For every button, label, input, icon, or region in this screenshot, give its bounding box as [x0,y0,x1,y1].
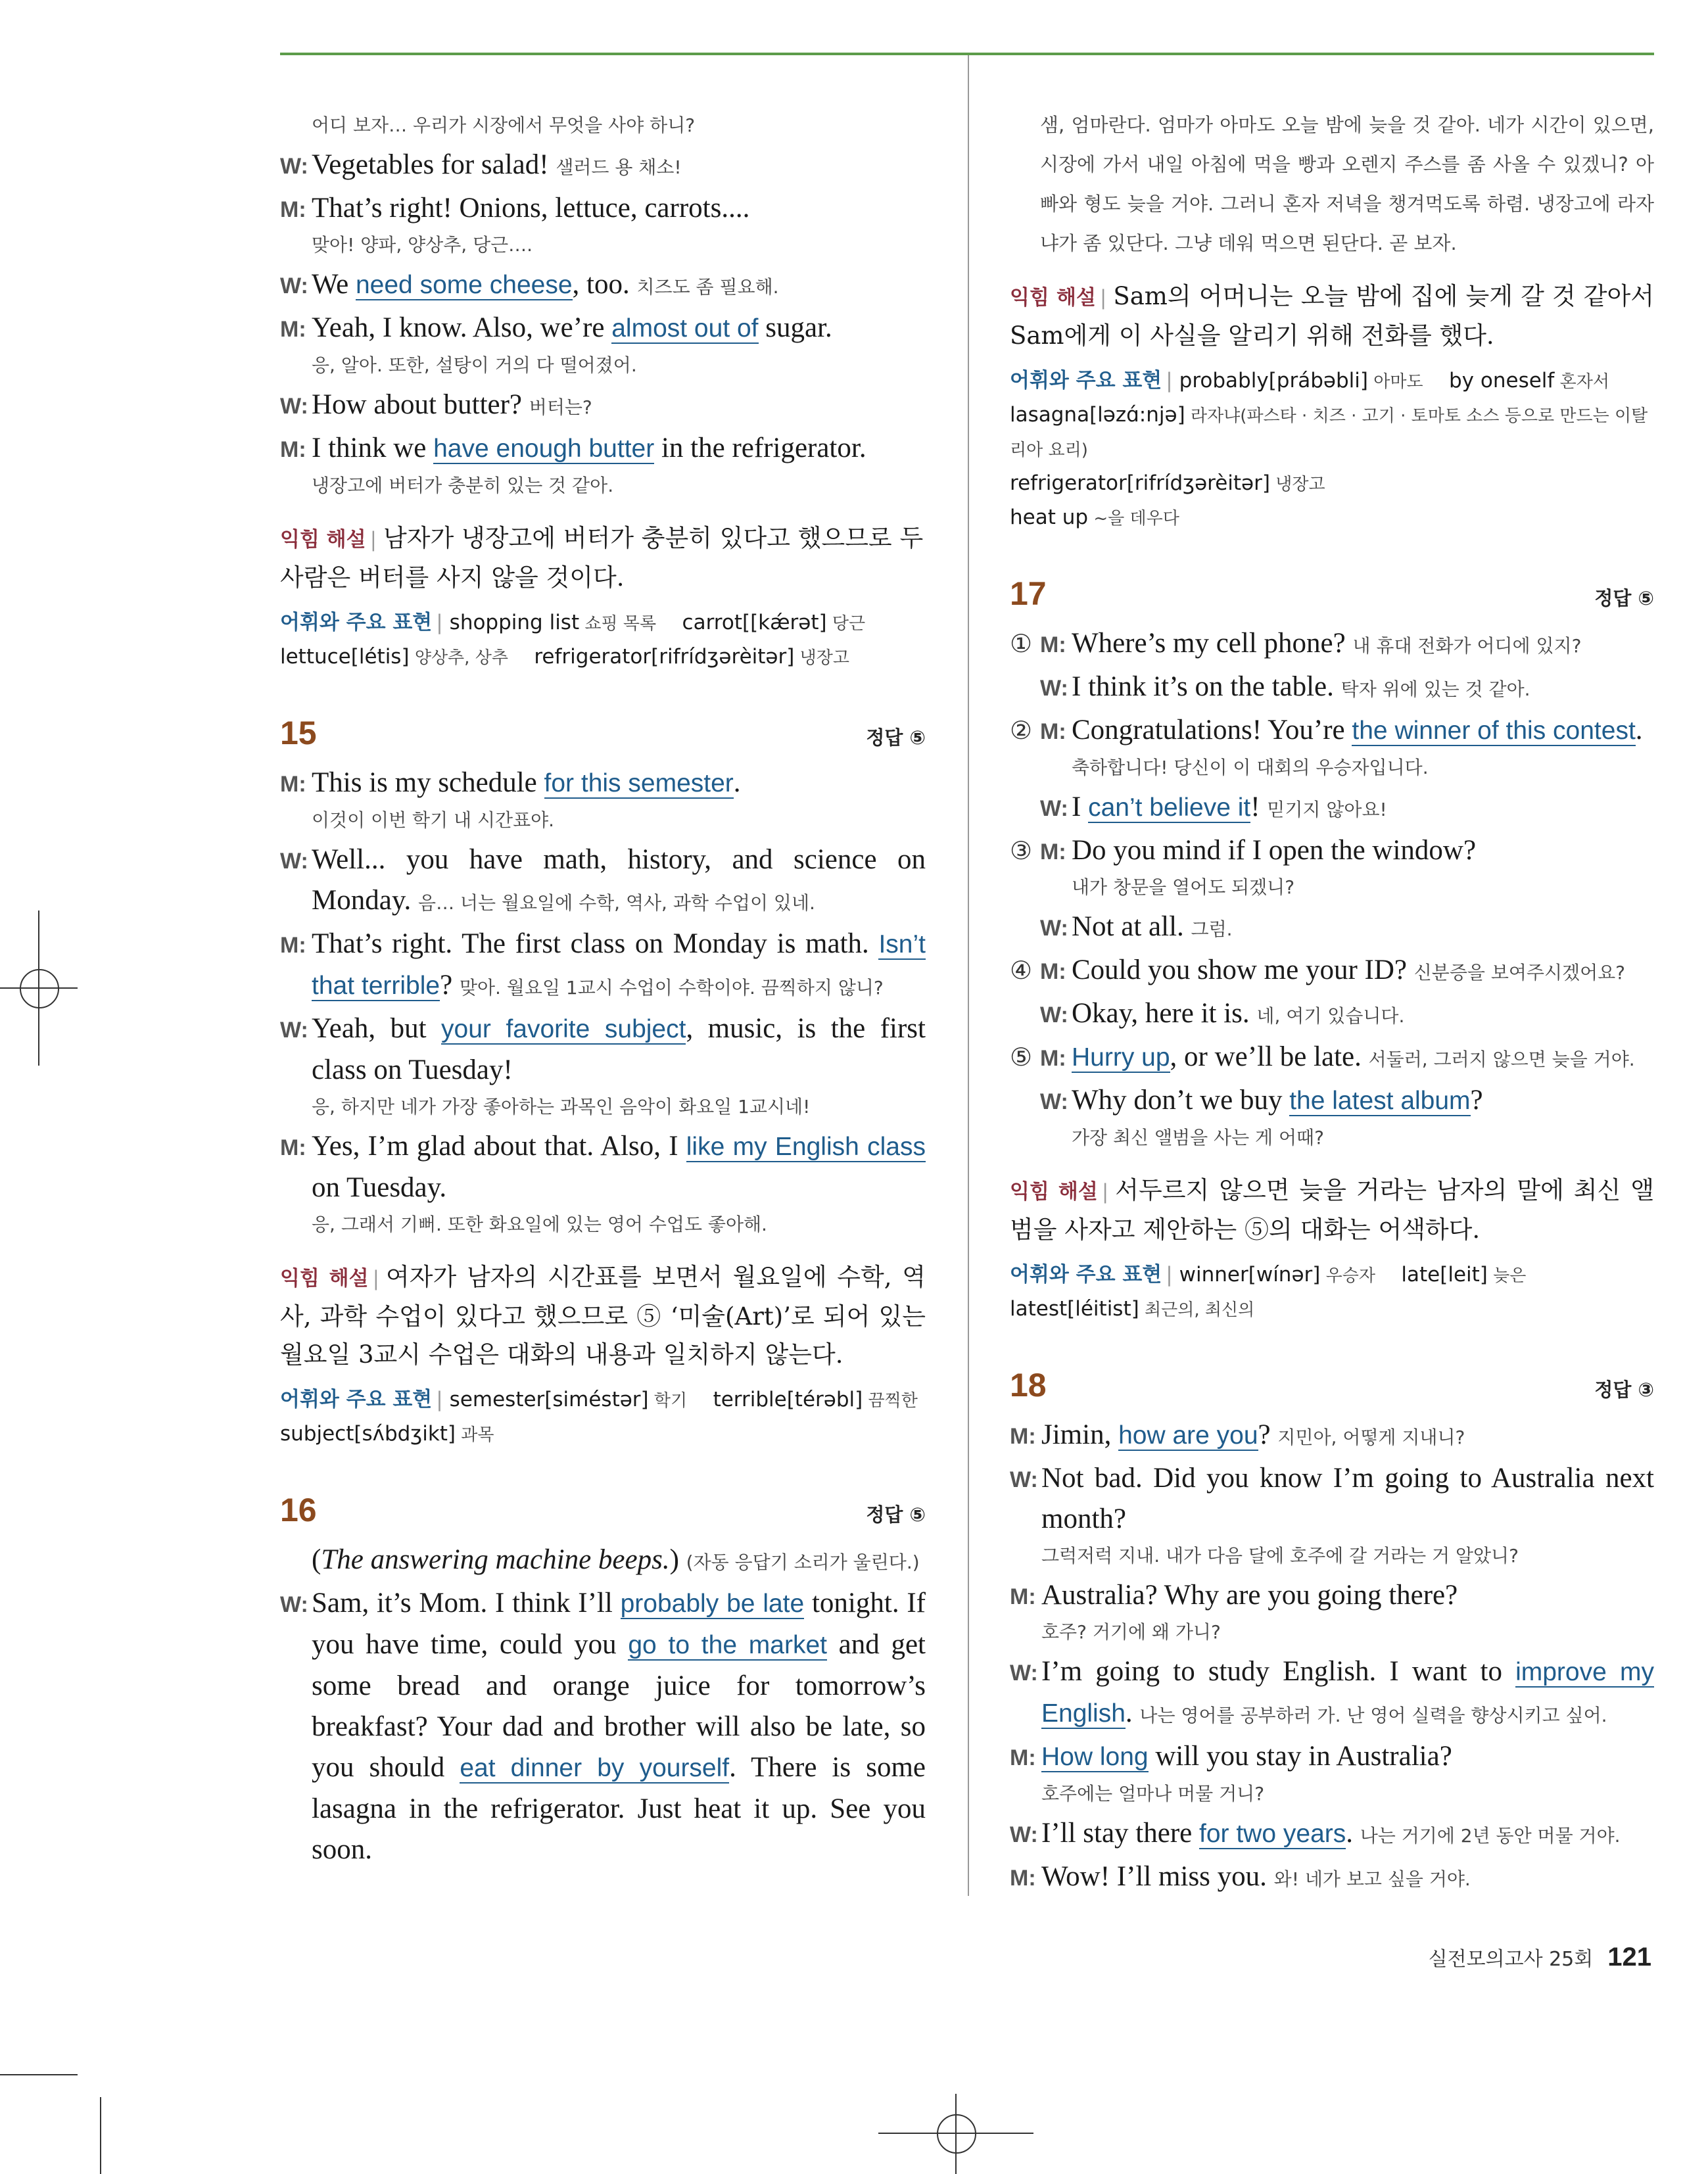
registration-mark-bottom-circle [937,2114,976,2154]
speaker-label: W: [1040,1003,1068,1028]
utterance-text: will you stay in Australia? [1148,1741,1452,1772]
vocab-term: carrot[[kǽrət] [682,611,827,634]
utterance-text: , or we’ll be late. [1170,1041,1369,1072]
option-block [1010,1037,1654,1152]
question-number: 17 [1010,575,1047,612]
speaker-label: W: [1040,916,1068,941]
explanation-text: 남자가 냉장고에 버터가 충분히 있다고 했으므로 두 사람은 버터를 사지 않을 것이다. [280,524,924,592]
q17-explanation: 익힘 해설 | 서두르지 않으면 늦을 거라는 남자의 말에 최신 앨범을 사자고 제안하는 ⑤의 대화는 어색하다. [1010,1176,1655,1244]
utterance-text: on Tuesday. [312,1172,447,1203]
speaker-label: W: [1040,1089,1068,1114]
translation-ko: 맞아. 월요일 1교시 수업이 수학이야. 끔찍하지 않니? [459,977,884,999]
utterance-text: , music, is the first class on Tuesday! [312,1013,926,1085]
utterance [312,1126,926,1208]
key-phrase: probably be late [620,1590,805,1618]
q15-vocab [280,1383,926,1452]
option-number: ① [1010,629,1033,658]
utterance-text: Yeah, but [312,1013,442,1044]
vocab-meaning: 아마도 [1367,372,1423,392]
speaker-label: M: [1040,1046,1066,1071]
translation-ko: 내 휴대 전화가 어디에 있지? [1352,635,1582,657]
translation-ko: 이것이 이번 학기 내 시간표야. [312,809,555,831]
utterance-text: Not bad. Did you know I’m going to Australia next month? [1041,1463,1654,1534]
dialogue-line [280,188,926,229]
utterance-text: Wow! I’ll miss you. [1041,1861,1274,1892]
dialogue-line [280,839,926,924]
dialogue-line [1010,1458,1654,1540]
dialogue-line [1010,830,1654,871]
utterance [312,1583,926,1870]
dialogue-line [1010,623,1654,667]
vocab-meaning: 쇼핑 목록 [579,614,657,634]
vocab-row [1010,398,1654,467]
vocab-term: terrible[térəbl] [713,1388,863,1411]
utterance-text: Do you mind if I open the window? [1072,835,1477,866]
utterance [312,1008,926,1091]
stage-direction-ko: (자동 응답기 소리가 울린다.) [686,1551,920,1573]
utterance-text: Yes, I’m glad about that. Also, I [312,1131,686,1162]
key-phrase: like my English class [686,1133,926,1161]
vocab-meaning: 늦은 [1487,1266,1527,1286]
vocab-term: refrigerator[rifrídʒərèitər] [534,645,795,669]
utterance [1041,1856,1654,1900]
speaker-label: W: [1010,1467,1038,1492]
translation-ko: 내가 창문을 열어도 되겠니? [1072,876,1295,898]
translation-ko: 샐러드 용 채소! [556,156,682,178]
dialogue-line [1010,907,1654,950]
dialogue-line [1010,710,1654,751]
question-number: 18 [1010,1367,1047,1404]
vocab-label: 어휘와 주요 표현 [280,611,433,634]
utterance-text: , too. [572,269,637,300]
explanation-text: 여자가 남자의 시간표를 보면서 월요일에 수학, 역사, 과학 수업이 있다고 했으므로 ⑤ ‘미술(Art)’로 되어 있는 월요일 3교시 수업은 대화의 내용과 일치하지 않는다. [280,1263,926,1369]
vocab-term: lasagna[ləzɑ́:njə] [1010,403,1185,427]
vocab-header: 어휘와 주요 표현 | probably[prábəbli] 아마도 by oneself 혼자서 [1010,369,1609,392]
translation-ko: 맞아! 양파, 양상추, 당근…. [312,234,533,256]
dialogue-line [280,308,926,349]
dialogue-line [1010,950,1654,993]
vocab-meaning: ~을 데우다 [1088,509,1179,529]
key-phrase: improve my English [1041,1658,1654,1728]
dialogue-line [1010,667,1654,710]
translation-ko: 와! 네가 보고 싶을 거야. [1273,1868,1471,1890]
q16-vocab [1010,364,1654,535]
key-phrase: almost out of [611,314,759,343]
q14-dialogue [280,145,926,500]
translation-ko: 냉장고에 버터가 충분히 있는 것 같아. [312,475,614,496]
speaker-label: M: [280,317,306,342]
q14-vocab [280,606,926,674]
vocab-term: subject[sʌ́bdʒikt] [280,1422,456,1446]
utterance [1072,787,1654,830]
translation-ko: 서둘러, 그러지 않으면 늦을 거야. [1368,1049,1635,1070]
speaker-label: W: [280,273,308,298]
key-phrase: how are you [1118,1421,1258,1450]
key-phrase: Hurry up [1072,1043,1170,1072]
translation-ko: 응, 그래서 기뻐. 또한 화요일에 있는 영어 수업도 좋아해. [312,1214,767,1235]
option-block [1010,710,1654,830]
utterance-text: Where’s my cell phone? [1072,628,1353,659]
vocab-meaning: 양상추, 상추 [409,648,508,668]
translation-ko: 네, 여기 있습니다. [1256,1005,1405,1027]
translation-ko: 나는 거기에 2년 동안 머물 거야. [1360,1825,1621,1847]
dialogue-line [280,385,926,428]
utterance-text: in the refrigerator. [654,433,866,463]
vocab-label: 어휘와 주요 표현 [1010,1263,1162,1287]
vocab-header: 어휘와 주요 표현 | winner[wínər] 우승자 late[leit] 늦은 [1010,1263,1527,1287]
vocab-term: lettuce[létis] [280,645,410,669]
option-block [1010,950,1654,1037]
speaker-label: W: [280,394,308,419]
q14-intro: 어디 보자… 우리가 시장에서 무엇을 사야 하니? [312,114,696,136]
q16-translation: 샘, 엄마란다. 엄마가 아마도 오늘 밤에 늦을 것 같아. 네가 시간이 있으면, 시장에 가서 내일 아침에 먹을 빵과 오렌지 주스를 좀 사올 수 있겠니? 아빠와 형도 늦을 거야. 그러니 혼자 저녁을 챙겨먹도록 하렴. 냉장고에 라자냐가 좀 있단다. 그냥 데워 먹으면 된단다. 곧 보자. [1040,114,1654,254]
vocab-label: 어휘와 주요 표현 [1010,369,1162,392]
speaker-label: W: [280,849,308,874]
utterance-text: That’s right. The first class on Monday is math. [312,928,879,959]
utterance [312,924,926,1008]
answer-label: 정답 ③ [1594,1379,1654,1401]
translation-ko: 지민아, 어떻게 지내니? [1277,1427,1465,1448]
q16-explanation: 익힘 해설 | Sam의 어머니는 오늘 밤에 집에 늦게 갈 것 같아서 Sam에게 이 사실을 알리기 위해 전화를 했다. [1010,282,1655,350]
utterance-text: I think it’s on the table. [1072,671,1341,702]
top-rule [280,53,1654,55]
vocab-meaning: 우승자 [1320,1266,1375,1286]
utterance-text: sugar. [758,312,832,343]
translation-ko: 음… 너는 월요일에 수학, 역사, 과학 수업이 있네. [418,892,815,914]
utterance-text: Jimin, [1041,1419,1119,1450]
key-phrase: have enough butter [433,435,655,463]
q15-explanation: 익힘 해설 | 여자가 남자의 시간표를 보면서 월요일에 수학, 역사, 과학 수업이 있다고 했으므로 ⑤ ‘미술(Art)’로 되어 있는 월요일 3교시 수업은 대화의 내용과 일치하지 않는다. [280,1263,926,1369]
utterance [1041,1813,1654,1856]
utterance-text: I think we [312,433,434,463]
vocab-term: late[leit] [1401,1263,1488,1287]
answer-label: 정답 ⑤ [1594,587,1654,609]
utterance [1072,1080,1654,1122]
vocab-term: probably[prábəbli] [1179,369,1368,392]
key-phrase: How long [1041,1743,1149,1771]
key-phrase: Isn’t that terrible [312,930,926,1000]
vocab-header: 어휘와 주요 표현 | shopping list 쇼핑 목록 carrot[[kǽrət] 당근 [280,611,866,634]
speaker-label: W: [1010,1661,1038,1686]
speaker-label: M: [1040,632,1066,657]
utterance [312,839,926,924]
vocab-meaning: 혼자서 [1554,372,1609,392]
stage-direction-en: The answering machine beeps. [321,1544,670,1575]
speaker-label: M: [280,197,306,222]
dialogue-line [1010,1080,1654,1122]
vocab-term: semester[siméstər] [449,1388,649,1411]
vocab-term: heat up [1010,506,1089,529]
utterance [1041,1415,1654,1458]
q17-options [1010,623,1654,1152]
footer-label: 실전모의고사 25회 [1428,1948,1594,1971]
option-block [1010,830,1654,950]
speaker-label: M: [1010,1866,1036,1891]
utterance [1041,1736,1654,1778]
column-divider [968,55,969,1896]
q16-header [280,1491,926,1529]
dialogue-line [280,145,926,188]
dialogue-line [280,763,926,804]
answer-label: 정답 ⑤ [866,726,926,749]
vocab-meaning: 끔찍한 [863,1391,918,1411]
utterance-text: I [1072,792,1089,822]
utterance-text: Could you show me your ID? [1072,955,1414,985]
translation-ko: 나는 영어를 공부하러 가. 난 영어 실력을 향상시키고 싶어. [1139,1705,1607,1726]
translation-ko: 호주에는 얼마나 머물 거니? [1041,1783,1265,1805]
option-number: ② [1010,716,1033,745]
vocab-header: 어휘와 주요 표현 | semester[siméstər] 학기 terrible[térəbl] 끔찍한 [280,1388,918,1411]
utterance [312,385,926,428]
utterance-text: Yeah, I know. Also, we’re [312,312,612,343]
explanation-text: Sam의 어머니는 오늘 밤에 집에 늦게 갈 것 같아서 Sam에게 이 사실을 알리기 위해 전화를 했다. [1010,282,1655,350]
q14-explanation: 익힘 해설 | 남자가 냉장고에 버터가 충분히 있다고 했으므로 두 사람은 버터를 사지 않을 것이다. [280,524,924,592]
key-phrase: for this semester [544,769,734,797]
speaker-label: W: [1010,1822,1038,1847]
speaker-label: M: [1010,1745,1036,1770]
q15-dialogue [280,763,926,1239]
translation-ko: 그럭저럭 지내. 내가 다음 달에 호주에 갈 거라는 거 알았니? [1041,1545,1519,1567]
utterance-text: ? [440,970,460,1001]
utterance-text: . There is some lasagna in the refrigerator. Just heat it up. See you soon. [312,1752,926,1865]
key-phrase: need some cheese [355,271,573,299]
left-column [280,99,926,1870]
utterance-text: ! [1250,792,1268,822]
q16-dialogue [280,1583,926,1870]
vocab-row [280,1417,926,1452]
utterance-text: How about butter? [312,389,529,420]
dialogue-line [1010,993,1654,1037]
utterance-text: ? [1470,1085,1483,1116]
explanation-label: 익힘 해설 [1010,286,1096,310]
speaker-label: W: [1040,676,1068,701]
speaker-label: M: [1010,1424,1036,1449]
dialogue-line [280,924,926,1008]
speaker-label: W: [280,1592,308,1617]
vocab-term: winner[wínər] [1179,1263,1321,1287]
translation-ko: 축하합니다! 당신이 이 대회의 우승자입니다. [1072,757,1429,778]
option-number: ③ [1010,836,1033,865]
utterance [1041,1651,1654,1736]
q17-vocab [1010,1258,1654,1327]
utterance [312,145,926,188]
dialogue-line [1010,1651,1654,1736]
q17-header [1010,575,1654,613]
q18-dialogue [1010,1415,1654,1900]
explanation-text: 서두르지 않으면 늦을 거라는 남자의 말에 최신 앨범을 사자고 제안하는 ⑤의 대화는 어색하다. [1010,1176,1655,1244]
translation-ko: 응, 알아. 또한, 설탕이 거의 다 떨어졌어. [312,354,637,376]
utterance-text: . [733,767,741,798]
utterance-text: Okay, here it is. [1072,998,1257,1029]
utterance-text: and get some bread and orange juice for tomorrow’s breakfast? Your dad and brother will also be late, so you should [312,1629,926,1783]
speaker-label: M: [1040,719,1066,744]
vocab-term: shopping list [449,611,580,634]
translation-ko: 탁자 위에 있는 것 같아. [1340,678,1530,700]
key-phrase: eat dinner by yourself [460,1754,730,1782]
utterance-text: That’s right! Onions, lettuce, carrots.... [312,193,750,224]
translation-ko: 버터는? [529,396,592,418]
utterance [312,188,926,229]
vocab-meaning: 최근의, 최신의 [1139,1300,1255,1320]
vocab-meaning: 당근 [826,614,866,634]
utterance-text: ? [1258,1419,1278,1450]
utterance [1072,623,1654,667]
translation-ko: 그럼. [1191,918,1233,940]
utterance [1041,1458,1654,1540]
key-phrase: for two years [1199,1820,1346,1848]
page-footer [1429,1943,1651,1972]
vocab-row [1010,467,1654,501]
speaker-label: M: [1040,839,1066,864]
utterance [1072,667,1654,710]
vocab-row [1010,501,1654,535]
dialogue-line [280,264,926,308]
vocab-term: refrigerator[rifrídʒərèitər] [1010,471,1270,495]
speaker-label: M: [280,772,306,797]
option-number: ⑤ [1010,1043,1033,1072]
vocab-term: by oneself [1449,369,1555,392]
utterance-text: tonight. If you have time, could you [312,1588,926,1660]
key-phrase: go to the market [628,1631,827,1659]
explanation-label: 익힘 해설 [1010,1180,1098,1204]
vocab-row [1010,1292,1654,1327]
crop-mark-v [100,2097,101,2174]
utterance [312,308,926,349]
crop-mark-h [0,2074,78,2075]
dialogue-line [280,1126,926,1208]
vocab-meaning: 냉장고 [1269,475,1325,494]
translation-ko: 호주? 거기에 왜 가니? [1041,1621,1221,1643]
utterance-text: Not at all. [1072,911,1191,942]
utterance-text: Congratulations! You’re [1072,715,1352,745]
vocab-meaning: 냉장고 [794,648,849,668]
question-number: 15 [280,715,317,751]
key-phrase: the winner of this contest [1352,717,1636,745]
utterance-text: Vegetables for salad! [312,149,556,180]
utterance-text: Australia? Why are you going there? [1041,1580,1458,1611]
utterance [1072,907,1654,950]
utterance-text: I’ll stay there [1041,1818,1199,1849]
q16-stage-direction: (The answering machine beeps.) (자동 응답기 소리가 울린다.) [312,1544,920,1575]
translation-ko: 믿기지 않아요! [1267,799,1387,820]
speaker-label: M: [1010,1584,1036,1609]
q15-header [280,714,926,752]
dialogue-line [1010,1575,1654,1616]
dialogue-line [280,1583,926,1870]
key-phrase: can’t believe it [1088,793,1251,822]
utterance-text: Sam, it’s Mom. I think I’ll [312,1588,621,1619]
speaker-label: M: [1040,959,1066,984]
vocab-meaning: 학기 [648,1391,688,1411]
speaker-label: M: [280,933,306,958]
utterance [1041,1575,1654,1616]
utterance-text: . [1635,715,1643,745]
utterance [1072,950,1654,993]
dialogue-line [1010,1856,1654,1900]
dialogue-line [1010,787,1654,830]
translation-ko: 치즈도 좀 필요해. [636,276,779,298]
utterance [1072,830,1654,871]
speaker-label: W: [280,1018,308,1043]
vocab-meaning: 라자냐(파스타 · 치즈 · 고기 · 토마토 소스 등으로 만드는 이탈리아 요리) [1010,406,1648,460]
utterance [312,763,926,804]
speaker-label: W: [1040,796,1068,821]
translation-ko: 응, 하지만 네가 가장 좋아하는 과목인 음악이 화요일 1교시네! [312,1096,811,1118]
utterance-text: This is my schedule [312,767,544,798]
explanation-label: 익힘 해설 [280,1267,369,1290]
explanation-label: 익힘 해설 [280,528,366,552]
utterance-text: I’m going to study English. I want to [1041,1656,1516,1687]
speaker-label: W: [280,154,308,179]
vocab-label: 어휘와 주요 표현 [280,1388,433,1411]
utterance [1072,993,1654,1037]
dialogue-line [280,1008,926,1091]
option-block [1010,623,1654,710]
vocab-row [280,640,926,674]
key-phrase: your favorite subject [441,1015,686,1043]
utterance-text: . [1346,1818,1360,1849]
utterance [312,264,926,308]
utterance [1072,1037,1654,1080]
vocab-term: latest[léitist] [1010,1297,1139,1321]
question-number: 16 [280,1492,317,1528]
translation-ko: 신분증을 보여주시겠어요? [1413,962,1626,983]
utterance [312,428,926,469]
vocab-meaning: 과목 [456,1425,494,1445]
answer-label: 정답 ⑤ [866,1503,926,1526]
right-column [1010,99,1654,1900]
page-number: 121 [1607,1943,1651,1972]
utterance [1072,710,1654,751]
utterance-text: We [312,269,356,300]
utterance-text: . [1125,1697,1140,1728]
dialogue-line [1010,1736,1654,1778]
option-number: ④ [1010,956,1033,985]
dialogue-line [1010,1813,1654,1856]
key-phrase: the latest album [1289,1087,1471,1115]
utterance-text: Well... you have math, history, and science on Monday. [312,844,926,916]
dialogue-line [280,428,926,469]
speaker-label: M: [280,437,306,462]
dialogue-line [1010,1037,1654,1080]
registration-mark-circle [20,969,59,1008]
translation-ko: 가장 최신 앨범을 사는 게 어때? [1072,1127,1324,1148]
speaker-label: M: [280,1135,306,1160]
q18-header [1010,1366,1654,1404]
dialogue-line [1010,1415,1654,1458]
utterance-text: Why don’t we buy [1072,1085,1290,1116]
